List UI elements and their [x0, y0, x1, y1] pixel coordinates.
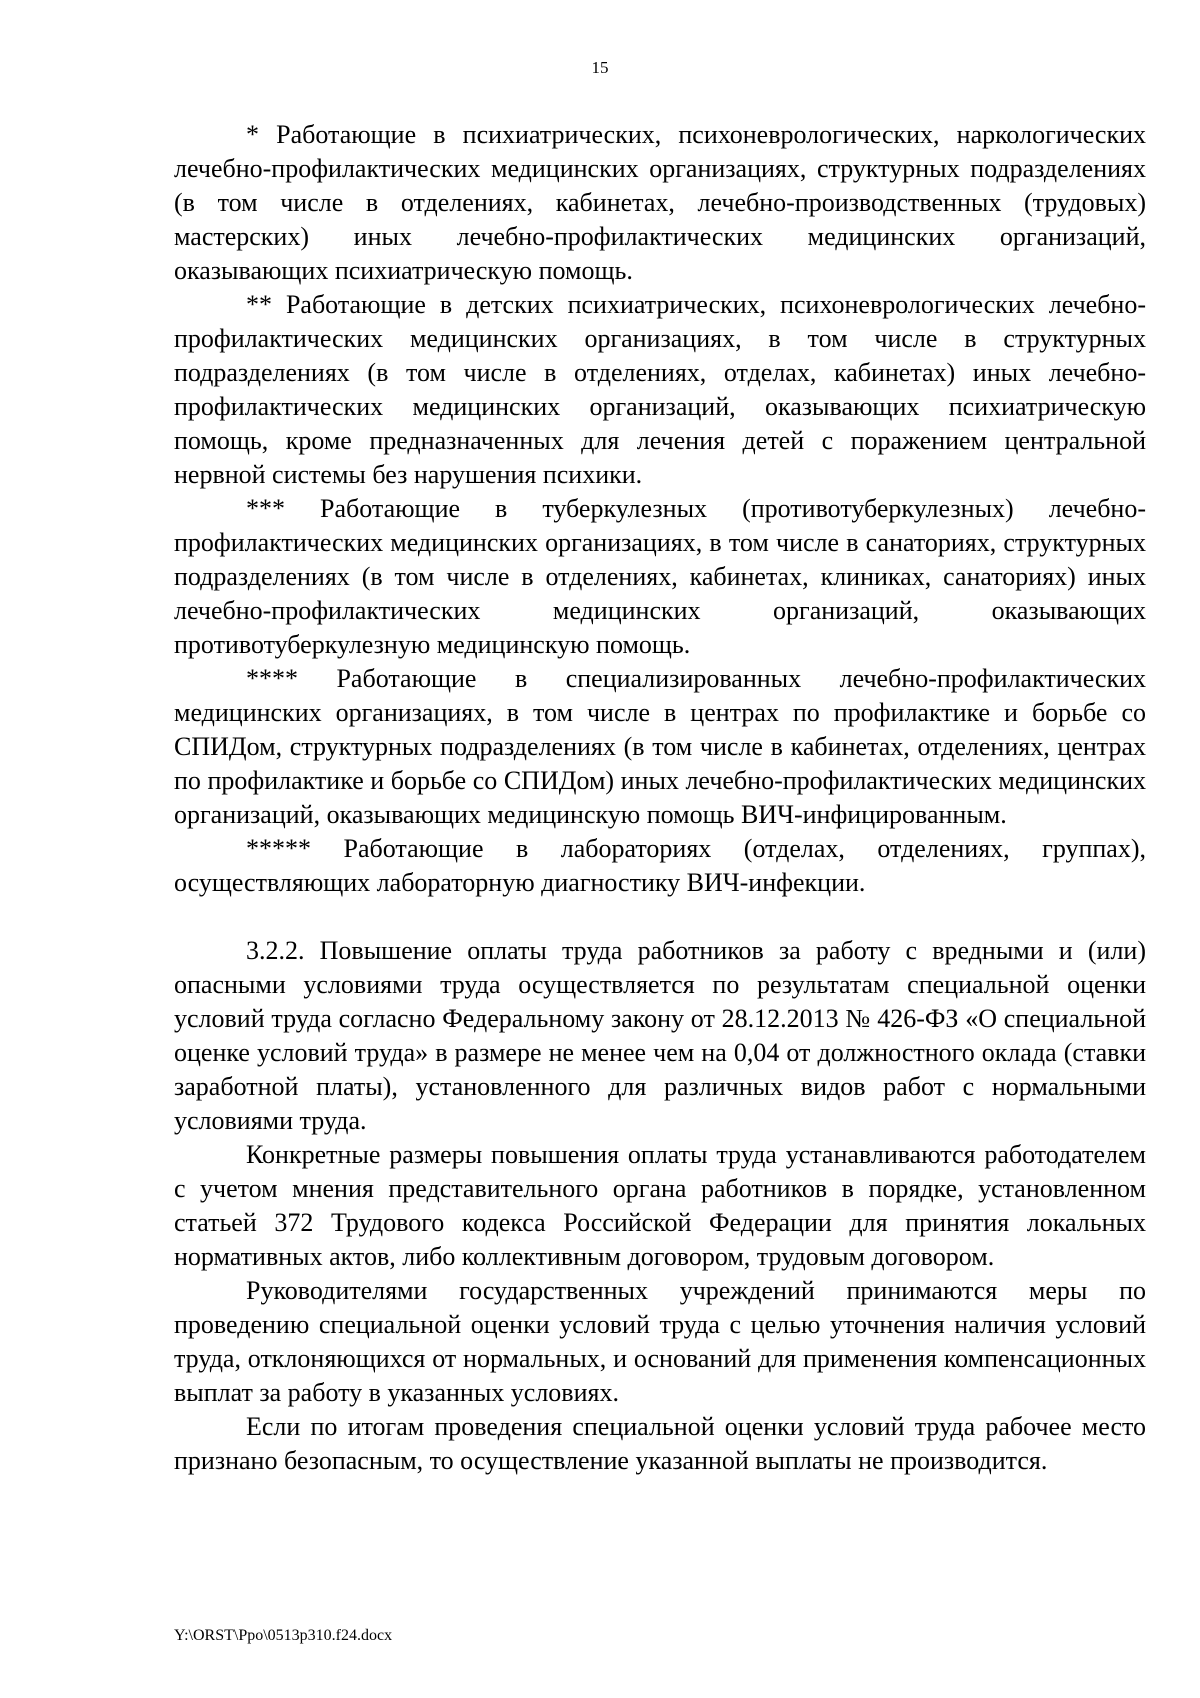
- document-body: [174, 118, 1146, 1478]
- paragraph-safe-workplace: Если по итогам проведения специальной оценки условий труда рабочее место признано безопасным, то осуществление указанной выплаты не производится.: [174, 1412, 1146, 1475]
- paragraph-special-assessment: Руководителями государственных учреждений принимаются меры по проведению специальной оценки условий труда с целью уточнения наличия условий труда, отклоняющихся от нормальных, и оснований для применения компенсационных выплат за работу в указанных условиях.: [174, 1276, 1146, 1407]
- paragraph-specific-amounts: Конкретные размеры повышения оплаты труда устанавливаются работодателем с учетом мнения представительного органа работников в порядке, установленном статьей 372 Трудового кодекса Российской Федерации для принятия локальных нормативных актов, либо коллективным договором, трудовым договором.: [174, 1140, 1146, 1271]
- footer-file-path: Y:\ORST\Ppo\0513p310.f24.docx: [174, 1627, 393, 1644]
- section-3-2-2: 3.2.2. Повышение оплаты труда работников за работу с вредными и (или) опасными условиями труда осуществляется по результатам специальной оценки условий труда согласно Федеральному закону от 28.12.2013 № 426-ФЗ «О специальной оценке условий труда» в размере не менее чем на 0,04 от должностного оклада (ставки заработной платы), установленного для различных видов работ с нормальными условиями труда.: [174, 936, 1146, 1135]
- footnote-psychiatric: * Работающие в психиатрических, психоневрологических, наркологических лечебно-профилактических медицинских организациях, структурных подразделениях (в том числе в отделениях, кабинетах, лечебно-производственных (трудовых) мастерских) иных лечебно-профилактических медицинских организаций, оказывающих психиатрическую помощь.: [174, 120, 1146, 285]
- footnote-hiv-laboratories: ***** Работающие в лабораториях (отделах, отделениях, группах), осуществляющих лабораторную диагностику ВИЧ-инфекции.: [174, 834, 1146, 897]
- footnote-tuberculosis: *** Работающие в туберкулезных (противотуберкулезных) лечебно-профилактических медицинских организациях, в том числе в санаториях, структурных подразделениях (в том числе в отделениях, кабинетах, клиниках, санаториях) иных лечебно-профилактических медицинских организаций, оказывающих противотуберкулезную медицинскую помощь.: [174, 494, 1146, 659]
- footnote-child-psychiatric: ** Работающие в детских психиатрических, психоневрологических лечебно-профилактических медицинских организациях, в том числе в структурных подразделениях (в том числе в отделениях, отделах, кабинетах) иных лечебно-профилактических медицинских организаций, оказывающих психиатрическую помощь, кроме предназначенных для лечения детей с поражением центральной нервной системы без нарушения психики.: [174, 290, 1146, 489]
- page-number: 15: [591, 58, 609, 77]
- footnote-aids-centers: **** Работающие в специализированных лечебно-профилактических медицинских организациях, в том числе в центрах по профилактике и борьбе со СПИДом, структурных подразделениях (в том числе в кабинетах, отделениях, центрах по профилактике и борьбе со СПИДом) иных лечебно-профилактических медицинских организаций, оказывающих медицинскую помощь ВИЧ-инфицированным.: [174, 664, 1146, 829]
